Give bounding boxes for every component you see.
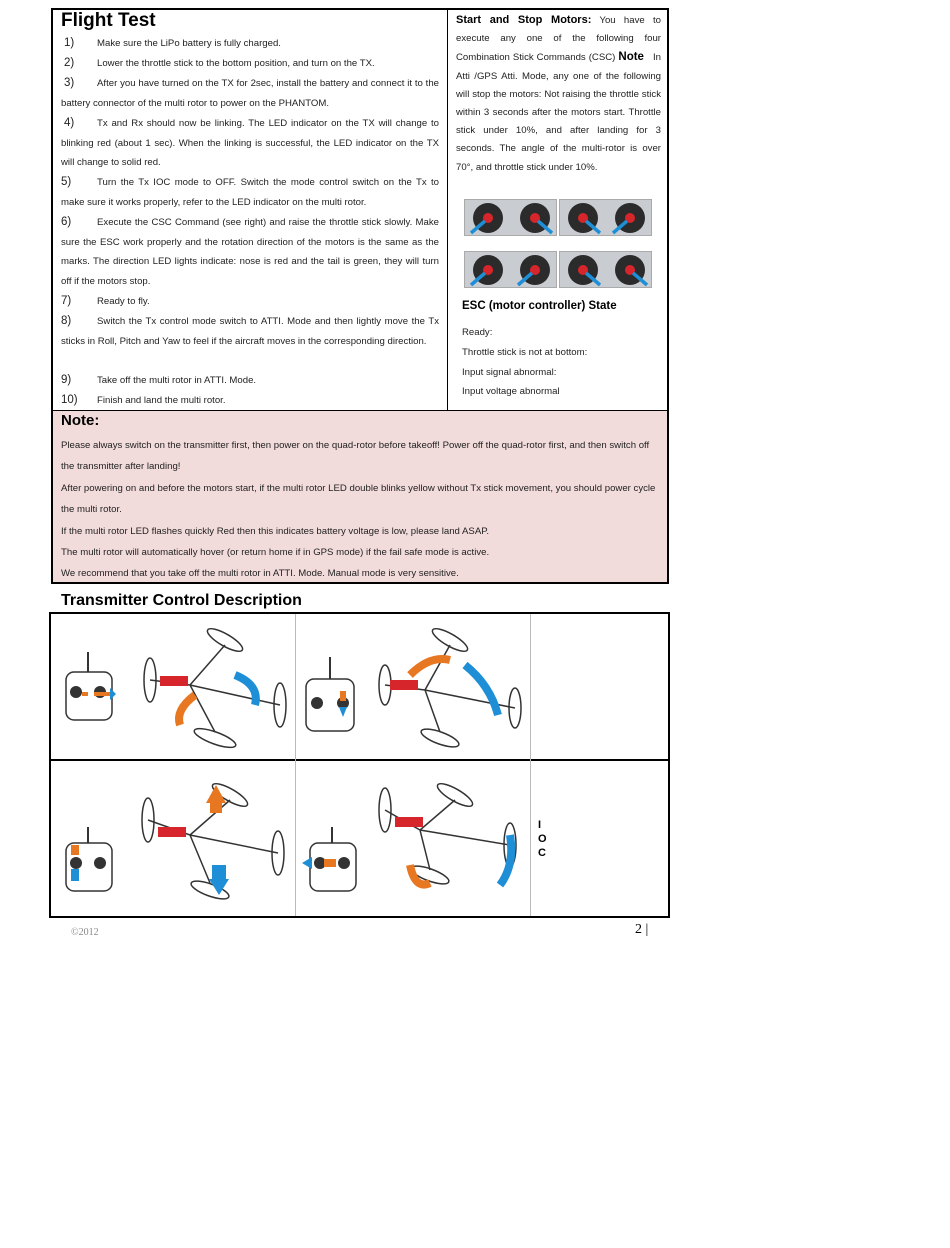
transmitter-row-divider	[49, 759, 670, 761]
motors-note-text: In Atti /GPS Atti. Mode, any one of the following will stop the motors: Not raising the throttle stick within 3 seconds after the motors start. Throttle stick under 10%, and after landing for 3 seconds. The angle of the multi-rotor is over 70°, and throttle stick under 10%.	[456, 52, 661, 173]
transmitter-icon	[300, 655, 360, 735]
transmitter-title: Transmitter Control Description	[61, 592, 302, 609]
note-paragraph-1: Please always switch on the transmitter first, then power on the quad-rotor before takeoff! Power off the quad-rotor first, and then switch off the transmitter after landing!	[61, 440, 650, 472]
csc-command-image-1	[464, 199, 557, 236]
step-3: 3) After you have turned on the TX for 2sec, install the battery and connect it to the battery connector of the multi rotor to power on the PHANTOM.	[61, 77, 439, 109]
cell-divider	[530, 614, 531, 916]
esc-state-signal: Input signal abnormal:	[462, 367, 557, 378]
csc-sticks-icon	[465, 252, 557, 288]
transmitter-icon	[60, 825, 120, 895]
esc-state-ready: Ready:	[462, 327, 493, 338]
note-paragraph-3: If the multi rotor LED flashes quickly Red then this indicates battery voltage is low, please land ASAP.	[61, 526, 490, 537]
step-8: 8) Switch the Tx control mode switch to ATTI. Mode and then lightly move the Tx sticks in Roll, Pitch and Yaw to feel if the aircraft moves in the corresponding direction.	[61, 315, 439, 347]
step-4: 4) Tx and Rx should now be linking. The LED indicator on the TX will change to blinking red (about 1 sec). When the linking is successful, the LED indicator on the TX will change to solid red.	[61, 117, 439, 169]
column-divider	[447, 8, 448, 410]
ioc-label: I O C	[538, 819, 547, 859]
step-7: 7) Ready to fly.	[61, 295, 150, 307]
note-paragraph-2: After powering on and before the motors start, if the multi rotor LED double blinks yellow without Tx stick movement, you should power cycle the multi rotor.	[61, 483, 656, 515]
esc-state-throttle: Throttle stick is not at bottom:	[462, 347, 588, 358]
note-paragraph-5: We recommend that you take off the multi rotor in ATTI. Mode. Manual mode is very sensitive.	[61, 568, 459, 579]
transmitter-icon	[60, 650, 120, 725]
motors-intro: You have to execute any one of the following four Combination Stick Commands (CSC)	[456, 15, 661, 64]
motors-heading: Start and Stop Motors:	[456, 14, 592, 26]
csc-sticks-icon	[560, 200, 652, 236]
csc-sticks-icon	[560, 252, 652, 288]
note-title: Note:	[61, 412, 100, 429]
step-2: 2) Lower the throttle stick to the bottom position, and turn on the TX.	[64, 57, 375, 69]
csc-command-image-4	[559, 251, 652, 288]
step-1: 1) Make sure the LiPo battery is fully charged.	[64, 37, 281, 49]
footer-copyright: ©2012	[71, 927, 99, 938]
step-5: 5) Turn the Tx IOC mode to OFF. Switch the mode control switch on the Tx to make sure it works properly, refer to the LED indicator on the multi rotor.	[61, 176, 439, 208]
quadrotor-yaw-icon	[370, 765, 530, 905]
step-10: 10) Finish and land the multi rotor.	[61, 394, 226, 406]
esc-state-title: ESC (motor controller) State	[462, 300, 617, 312]
csc-command-image-3	[464, 251, 557, 288]
note-paragraph-4: The multi rotor will automatically hover (or return home if in GPS mode) if the fail safe mode is active.	[61, 547, 490, 558]
quadrotor-pitch-icon	[370, 620, 530, 755]
step-9: 9) Take off the multi rotor in ATTI. Mode.	[61, 374, 257, 386]
start-stop-motors-text	[456, 11, 661, 177]
esc-state-voltage: Input voltage abnormal	[462, 386, 560, 397]
footer-page-number: 2 |	[635, 922, 649, 937]
flight-test-title: Flight Test	[61, 10, 156, 31]
transmitter-icon	[300, 825, 365, 895]
motors-note-label: Note	[618, 51, 644, 64]
quadrotor-throttle-icon	[130, 765, 295, 905]
csc-sticks-icon	[465, 200, 557, 236]
step-6: 6) Execute the CSC Command (see right) and raise the throttle stick slowly. Make sure the ESC work properly and the rotation direction of the motors is the same as the marks. The direction LED lights indicate: nose is red and the tail is green, they will turn off if the motors stop.	[61, 216, 439, 287]
csc-command-image-2	[559, 199, 652, 236]
quadrotor-roll-icon	[130, 620, 300, 755]
